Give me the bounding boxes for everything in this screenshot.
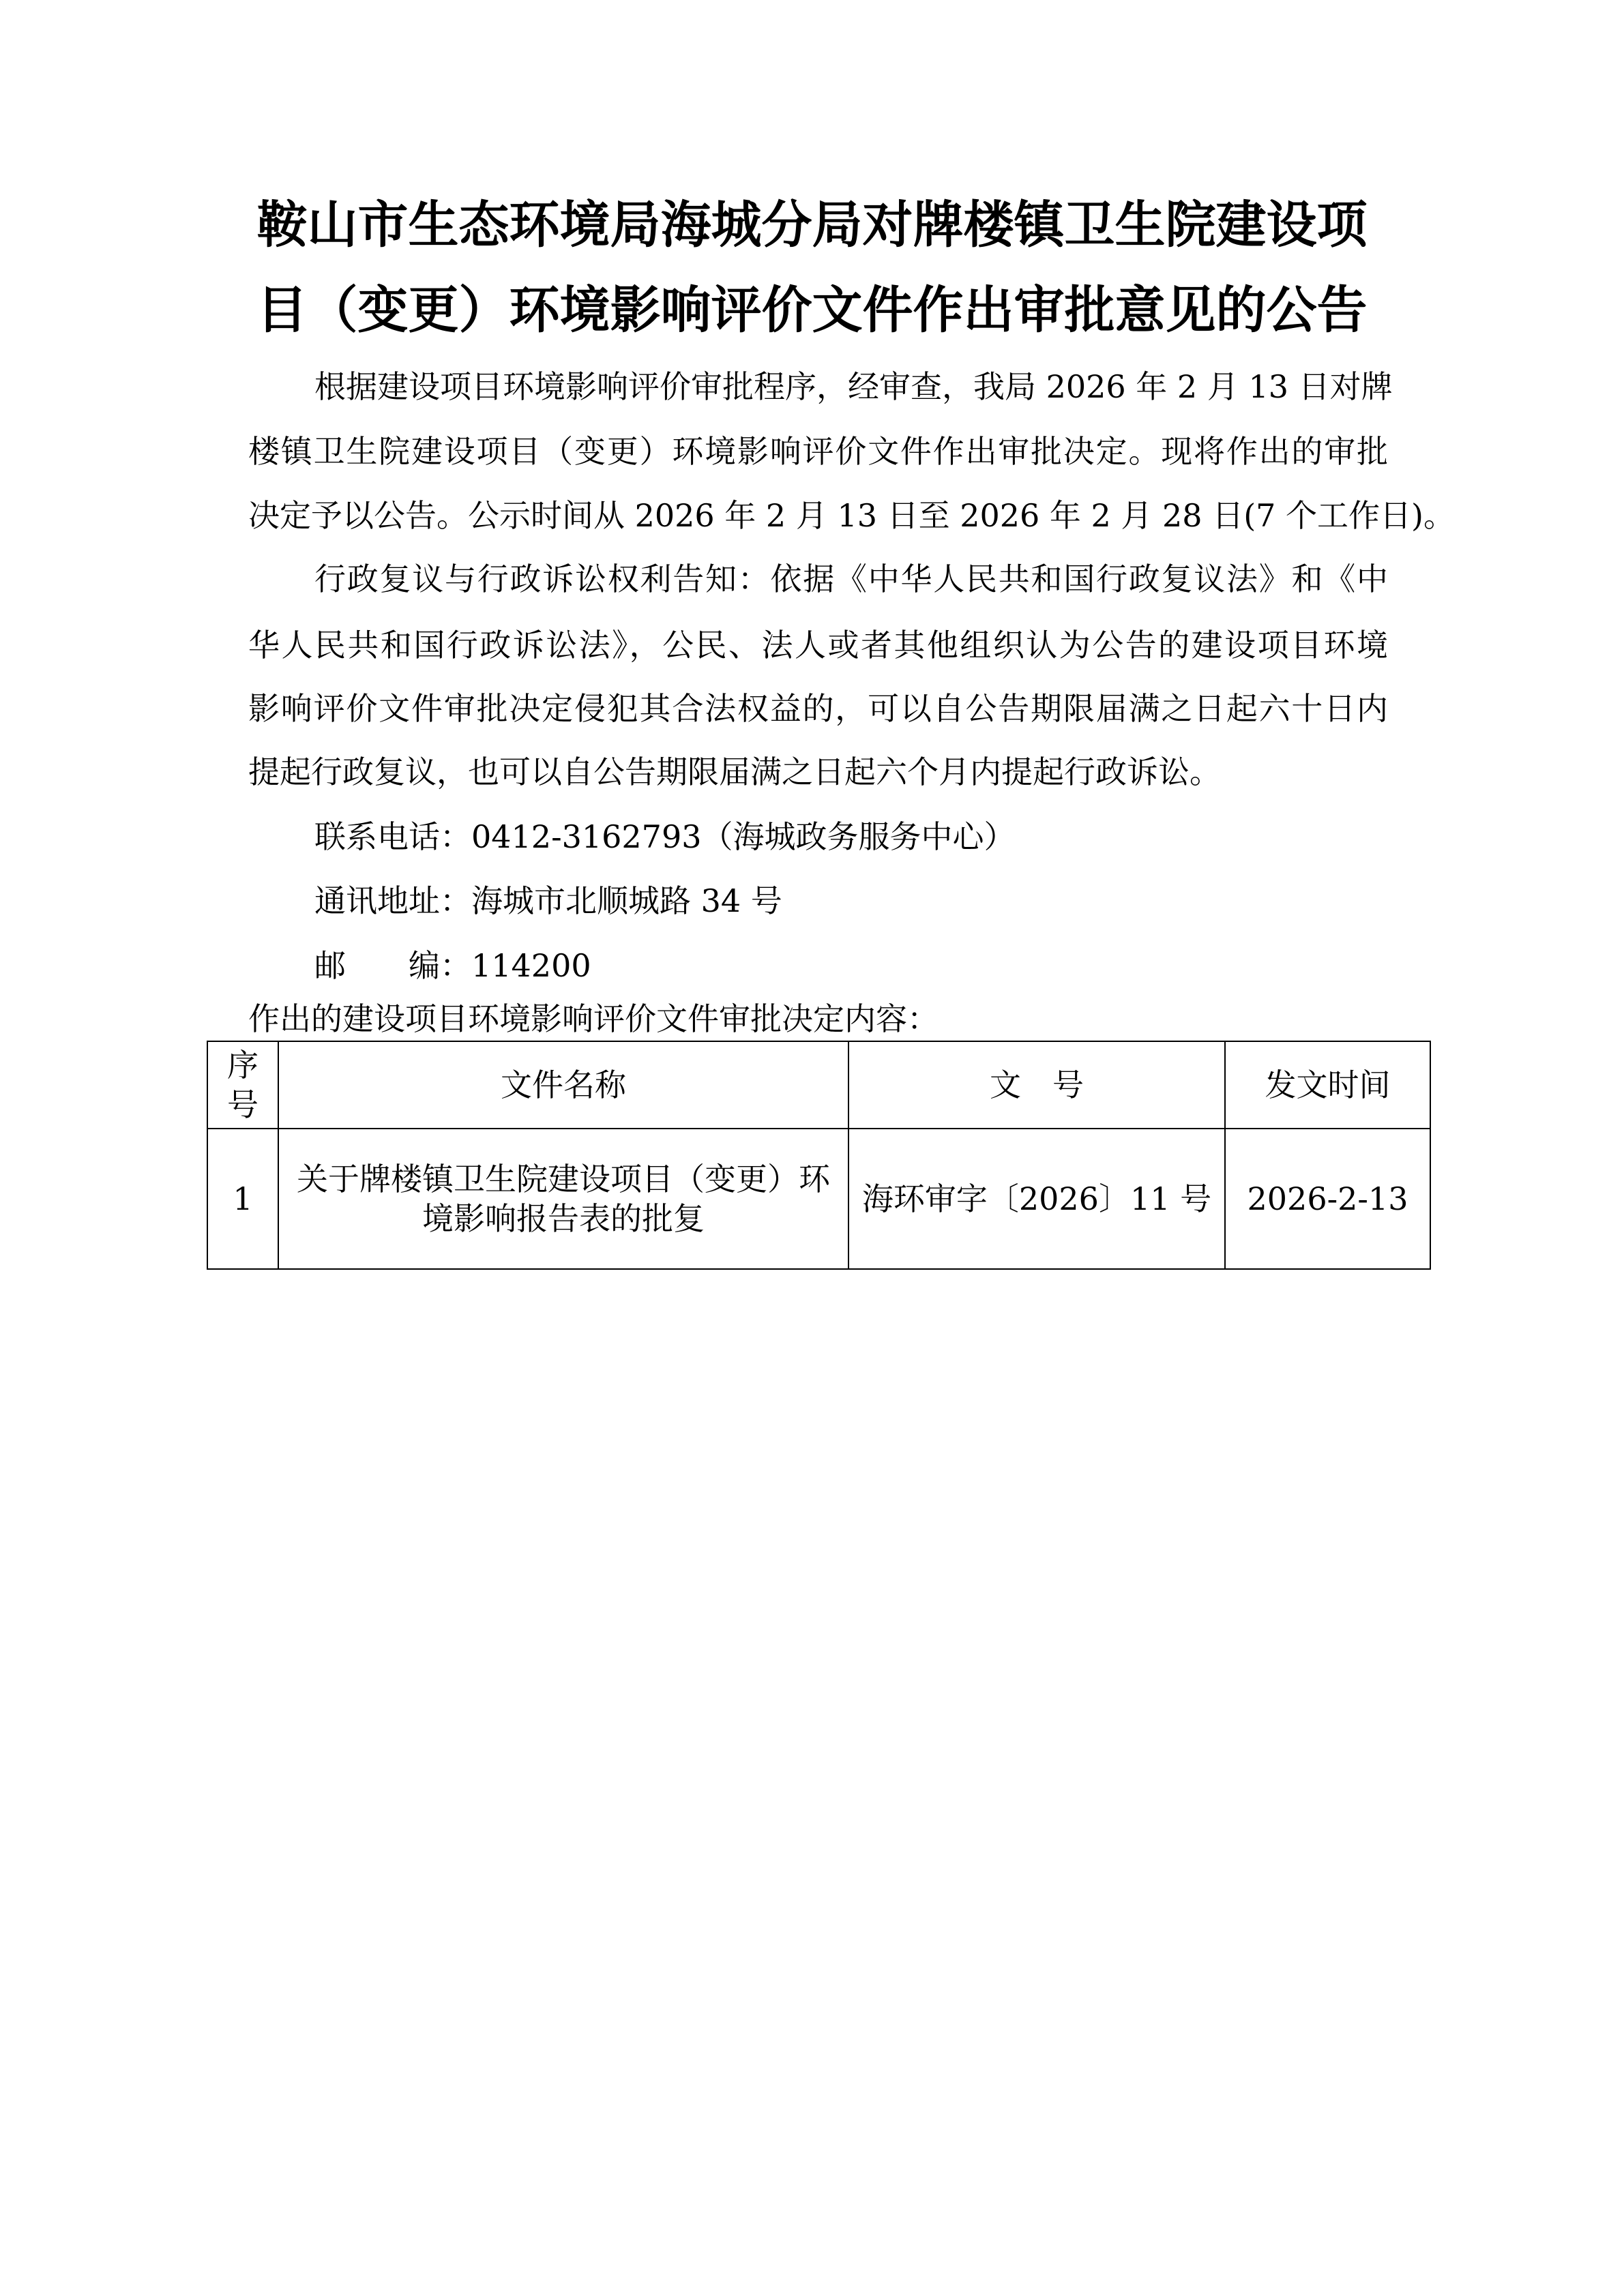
paragraph-2-line: 华人民共和国行政诉讼法》，公民、法人或者其他组织认为公告的建设项目环境 (248, 627, 1388, 664)
cell-no: 1 (207, 1129, 278, 1269)
paragraph-2-line: 影响评价文件审批决定侵犯其合法权益的，可以自公告期限届满之日起六十日内 (248, 690, 1388, 727)
cell-date: 2026-2-13 (1225, 1129, 1430, 1269)
paragraph-2-line: 行政复议与行政诉讼权利告知：依据《中华人民共和国行政复议法》和《中 (314, 561, 1388, 597)
contact-address: 通讯地址：海城市北顺城路 34 号 (314, 882, 782, 919)
paragraph-1-line: 楼镇卫生院建设项目（变更）环境影响评价文件作出审批决定。现将作出的审批 (248, 433, 1388, 470)
header-no: 序号 (207, 1041, 278, 1129)
paragraph-2-line: 提起行政复议，也可以自公告期限届满之日起六个月内提起行政诉讼。 (248, 754, 1221, 790)
document-title-line-1: 鞍山市生态环境局海城分局对牌楼镇卫生院建设项 (256, 196, 1368, 254)
document-title-line-2: 目（变更）环境影响评价文件作出审批意见的公告 (256, 281, 1368, 340)
header-name: 文件名称 (278, 1041, 848, 1129)
header-date: 发文时间 (1225, 1041, 1430, 1129)
contact-postcode: 邮 编：114200 (314, 947, 591, 984)
cell-doc-no: 海环审字〔2026〕11 号 (848, 1129, 1225, 1269)
table-intro: 作出的建设项目环境影响评价文件审批决定内容： (248, 1000, 939, 1037)
paragraph-1-line: 决定予以公告。公示时间从 2026 年 2 月 13 日至 2026 年 2 月 28 日(7 个工作日)。 (248, 497, 1455, 534)
approval-table (207, 1041, 1431, 1270)
table-header-row (207, 1041, 1430, 1129)
header-doc-no: 文 号 (848, 1041, 1225, 1129)
paragraph-1-line: 根据建设项目环境影响评价审批程序，经审查，我局 2026 年 2 月 13 日对牌 (314, 368, 1393, 405)
contact-phone: 联系电话：0412-3162793（海城政务服务中心） (314, 818, 1016, 855)
table-row (207, 1129, 1430, 1269)
cell-name: 关于牌楼镇卫生院建设项目（变更）环境影响报告表的批复 (278, 1129, 848, 1269)
